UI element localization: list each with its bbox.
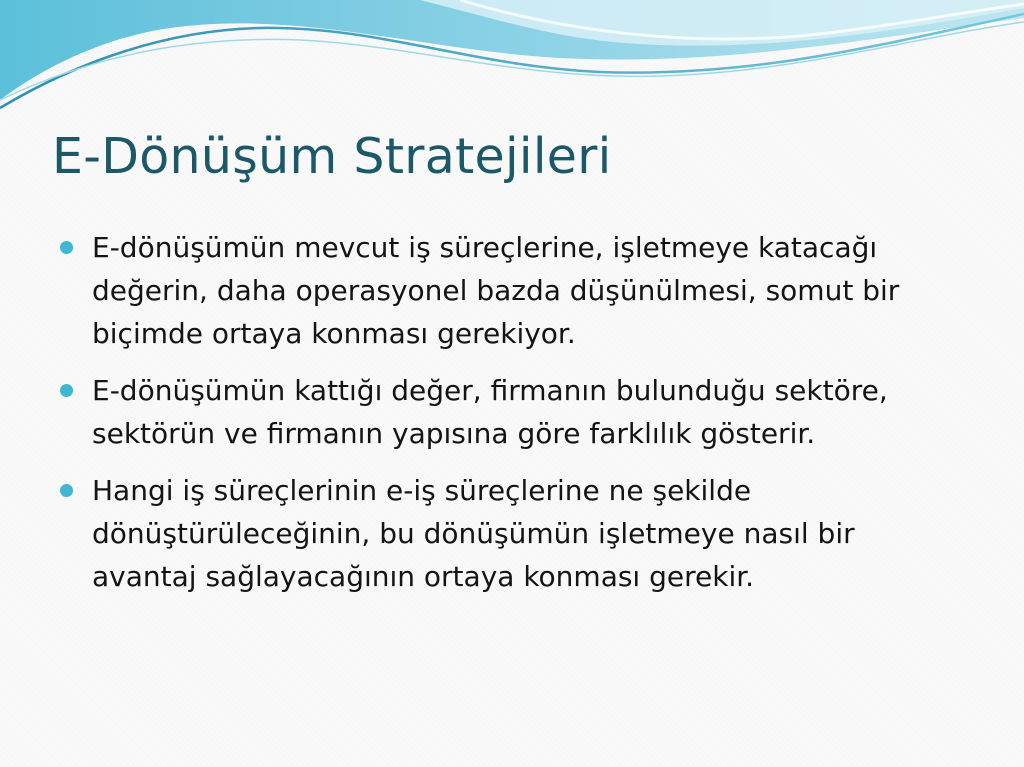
- slide-title: E-Dönüşüm Stratejileri: [52, 128, 612, 185]
- bullet-item: [60, 226, 912, 355]
- header-wave-decoration: [0, 0, 1024, 130]
- bullet-item: [60, 369, 912, 455]
- bullet-item: [60, 469, 912, 598]
- bullet-text: E-dönüşümün mevcut iş süreçlerine, işletmeye katacağı değerin, daha operasyonel bazda düşünülmesi, somut bir biçimde ortaya konması gerekiyor.: [92, 231, 900, 350]
- round-bullet-icon: [60, 384, 73, 397]
- bullet-text: Hangi iş süreçlerinin e-iş süreçlerine ne şekilde dönüştürüleceğinin, bu dönüşümün işletmeye nasıl bir avantaj sağlayacağının ortaya konması gerekir.: [92, 474, 855, 593]
- bullet-text: E-dönüşümün kattığı değer, firmanın bulunduğu sektöre, sektörün ve firmanın yapısına göre farklılık gösterir.: [92, 374, 888, 450]
- round-bullet-icon: [60, 241, 73, 254]
- bullet-list: [60, 226, 960, 612]
- round-bullet-icon: [60, 484, 73, 497]
